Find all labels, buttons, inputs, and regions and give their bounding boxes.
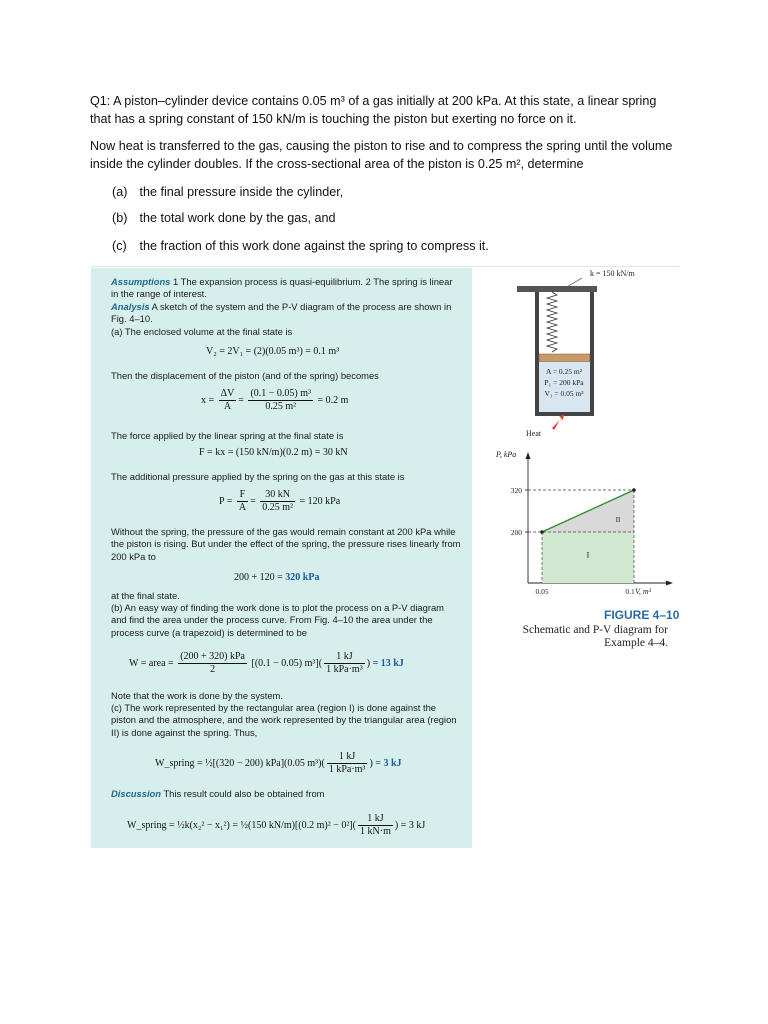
figure-caption-1: Schematic and P-V diagram for <box>522 624 668 636</box>
y-tick-label-320: 320 <box>510 486 522 495</box>
figure-caption-2: Example 4–4. <box>604 637 668 649</box>
eq-v2: V₂ = 2V₁ = (2)(0.05 m³) = 0.1 m³ <box>206 346 340 357</box>
p1-label: P₁ = 200 kPa <box>544 378 584 387</box>
axis-v-label: V, m³ <box>635 587 652 596</box>
displacement-text: Then the displacement of the piston (and of the spring) becomes <box>111 370 379 381</box>
note-text: Note that the work is done by the system. <box>111 690 283 701</box>
x-tick-label-01: 0.1 <box>625 587 635 596</box>
state-1-point <box>540 530 544 534</box>
y-tick-label-200: 200 <box>510 528 522 537</box>
eq-x: x = $\frac{\Delta V}{A}$ = $\frac{\text{(0.1 − 0.05) m³}}{\text{0.25 m²}}$ = 0.2 m <box>201 388 349 412</box>
final-state-text: at the final state. <box>111 590 180 601</box>
y-axis-arrow <box>526 452 531 459</box>
region-2-label: II <box>615 516 621 524</box>
question-paragraph-2: Now heat is transferred to the gas, causing the piston to rise and to compress the spring until the volume inside the cylinder doubles. If the cross-sectional area of the piston is 0.25 m², determine <box>90 139 673 171</box>
cylinder-bottom <box>535 412 594 416</box>
option-c: (c) the fraction of this work done against the spring to compress it. <box>112 239 489 253</box>
pv-plot <box>511 486 636 596</box>
without-spring-text: Without the spring, the pressure of the gas would remain constant at 200 kPa while the piston is rising. But under the effect of the spring, the pressure rises linearly from 200 kPa to <box>111 526 461 562</box>
heat-label: Heat <box>526 429 542 438</box>
cylinder-top <box>517 286 597 292</box>
part-a-intro: (a) The enclosed volume at the final state is <box>111 326 293 337</box>
eq-spring-work: W_spring = ½[(320 − 200) kPa](0.05 m³)( $\frac{1 kJ}{\text{1 kPa·m³}}$ ) = 3 kJ <box>155 751 402 775</box>
figure-4-10 <box>490 266 680 606</box>
analysis-text: Analysis A sketch of the system and the P-V diagram of the process are shown in Fig. 4–10. <box>111 301 452 325</box>
option-b: (b) the total work done by the gas, and <box>112 211 336 225</box>
discussion-text: Discussion This result could also be obtained from <box>111 788 325 799</box>
pressure-text: The additional pressure applied by the spring on the gas at this state is <box>111 471 405 482</box>
part-b-text: (b) An easy way of finding the work done is to plot the process on a P-V diagram and find the area under the process curve. From Fig. 4–10 the area under the process curve (a trapezoid) is determined to be <box>111 602 444 638</box>
cylinder-wall-right <box>590 292 594 416</box>
piston <box>539 354 590 362</box>
force-text: The force applied by the linear spring at the final state is <box>111 430 344 441</box>
assumptions-text: Assumptions 1 The expansion process is quasi-equilibrium. 2 The spring is linear in the range of interest. <box>111 276 453 300</box>
region-1-label: I <box>586 550 590 560</box>
eq-final-pressure: 200 + 120 = 320 kPa <box>234 572 320 583</box>
heat-arrow-icon <box>552 414 564 430</box>
area-label: A = 0.25 m² <box>545 367 583 376</box>
question-paragraph-1: Q1: A piston–cylinder device contains 0.05 m³ of a gas initially at 200 kPa. At this state, a linear spring that has a spring constant of 150 kN/m is touching the piston but exerting no force on it. <box>90 94 657 126</box>
part-c-text: (c) The work represented by the rectangular area (region I) is done against the piston and the atmosphere, and the work represented by the triangular area (region II) is done against the spring. Thus, <box>111 702 457 738</box>
spring-icon <box>547 292 557 352</box>
state-2-point <box>632 488 636 492</box>
option-a: (a) the final pressure inside the cylinder, <box>112 185 344 199</box>
eq-spring-work-alt: W_spring = ½k(x₂² − x₁²) = ½(150 kN/m)[(0.2 m)² − 0²]( $\frac{1 kJ}{1 kN\cdot m}$ ) = 3 kJ <box>127 813 426 837</box>
figure-title: FIGURE 4–10 <box>604 608 680 622</box>
axis-p-label: P, kPa <box>496 450 517 459</box>
cylinder-wall-left <box>535 292 539 416</box>
x-tick-label-005: 0.05 <box>535 587 549 596</box>
v1-label: V₁ = 0.05 m³ <box>544 389 584 398</box>
spring-constant-label: k = 150 kN/m <box>590 269 635 278</box>
solution-panel <box>91 268 472 848</box>
eq-p: P = $\frac{F}{A}$ = $\frac{30 kN}{\text{0.25 m²}}$ = 120 kPa <box>219 489 341 513</box>
eq-work: W = area = $\frac{\text{(200 + 320) kPa}}{2}$ [(0.1 − 0.05) m³]( $\frac{1 kJ}{\text{1 kPa·m³}}$ ) = 13 kJ <box>129 651 404 675</box>
x-axis-arrow <box>666 581 673 586</box>
eq-f: F = kx = (150 kN/m)(0.2 m) = 30 kN <box>199 447 348 458</box>
